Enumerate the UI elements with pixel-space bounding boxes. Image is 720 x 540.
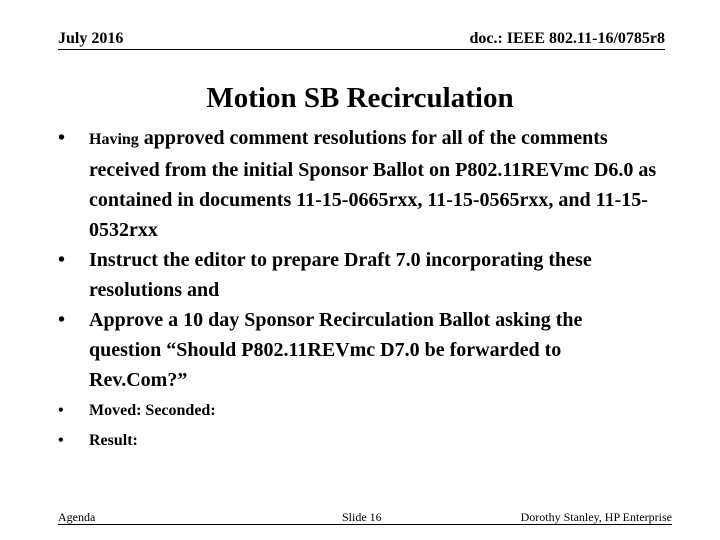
bullet-marker: • [58,309,66,331]
bullet-marker: • [58,402,64,419]
bullet-item [58,305,658,395]
footer-author: Dorothy Stanley, HP Enterprise [520,510,672,524]
motion-bullet-list [58,123,658,395]
status-item-result [58,426,658,456]
bullet-marker: • [58,127,66,149]
bullet-item [58,123,658,245]
bullet-marker: • [58,249,66,271]
slide-title: Motion SB Recirculation [206,82,514,114]
header-divider [58,49,665,50]
footer-slide-number: Slide 16 [342,510,382,524]
status-text: Moved: Seconded: [89,402,216,419]
status-bullet-list [58,396,658,456]
status-item-moved [58,396,658,426]
bullet-text: Instruct the editor to prepare Draft 7.0 incorporating these resolutions and [89,249,592,301]
footer-divider [58,524,672,525]
header-date: July 2016 [58,30,124,47]
bullet-text: Approve a 10 day Sponsor Recirculation Ballot asking the question “Should P802.11REVmc D7.0 be forwarded to Rev.Com?” [89,309,583,391]
bullet-lead-word: Having [89,131,139,148]
footer-agenda: Agenda [58,510,96,524]
header-doc-id: doc.: IEEE 802.11-16/0785r8 [469,30,665,47]
bullet-item [58,245,658,305]
bullet-marker: • [58,432,64,449]
status-text: Result: [89,432,138,449]
bullet-text: approved comment resolutions for all of the comments received from the initial Sponsor Ballot on P802.11REVmc D6.0 as contained in documents 11-15-0665rxx, 11-15-0565rxx, and 11-15-0532rxx [89,127,657,241]
